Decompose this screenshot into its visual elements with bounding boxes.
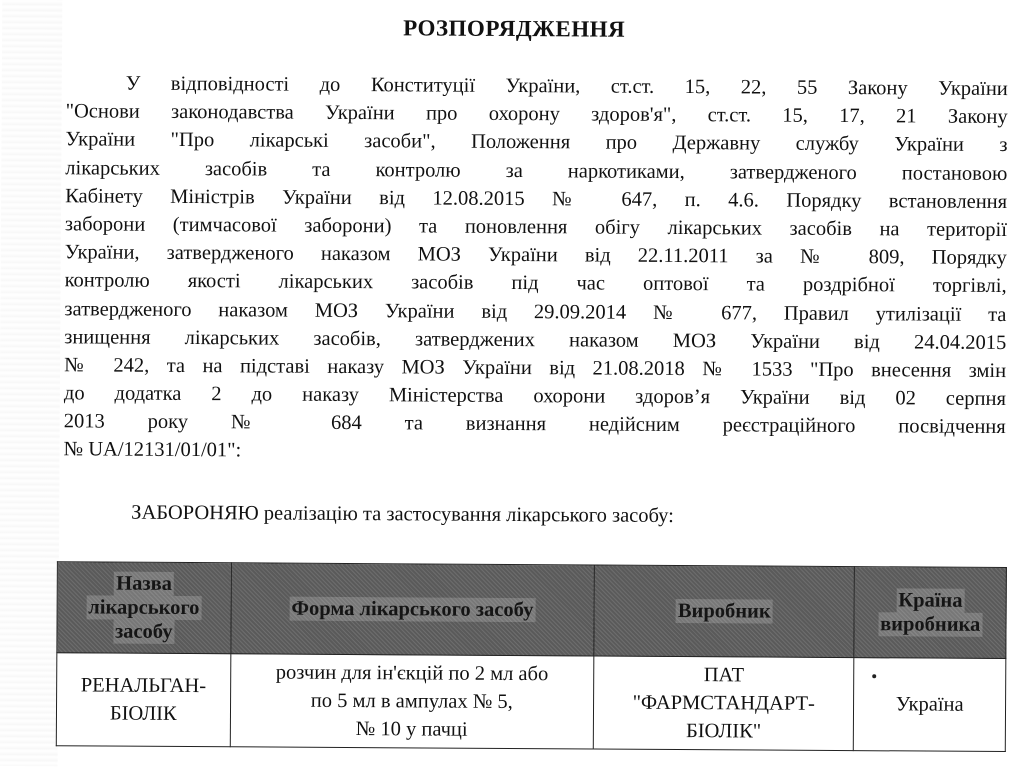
header-country [854,567,1006,659]
cell-drug-name [56,653,230,747]
header-manufacturer [594,565,855,658]
paragraph-line: Кабінету Міністрів України від 12.08.2015 № 647, п. 4.6. Порядку встановлення [65,185,1008,213]
cell-text: БІОЛІК [109,702,177,725]
document-title: РОЗПОРЯДЖЕННЯ [403,15,626,42]
cell-text: по 5 мл в ампулах № 5, [310,689,513,714]
cell-text: БІОЛІК" [685,720,762,743]
decree-statement: ЗАБОРОНЯЮ реалізацію та застосування лікарського засобу: [131,501,674,527]
header-text: виробника [878,612,982,637]
header-text: Форма лікарського засобу [289,597,535,623]
header-text: Назва [114,572,174,596]
paragraph-line: знищення лікарських засобів, затверджених наказом МОЗ України від 24.04.2015 [64,325,1007,354]
preamble-paragraph [64,69,1008,469]
paragraph-line: заборони (тимчасової заборони) та поновлення обігу лікарських засобів на території [64,213,1008,241]
cell-text: РЕНАЛЬГАН- [80,674,207,698]
cell-text: розчин для ін'єкцій по 2 мл або [275,661,549,686]
paragraph-line: до додатка 2 до наказу Міністерства охорони здоров’я України від 02 серпня [63,382,1006,411]
header-dosage-form [230,563,594,656]
paragraph-line: 2013 року № 684 та визнання недійсним реєстраційного посвідчення [63,410,1006,439]
cell-country [854,658,1006,752]
paragraph-line: У відповідності до Конституції України, ст.ст. 15, 22, 55 Закону України [125,72,1008,101]
cell-manufacturer [593,656,854,751]
table-header-row [57,562,1007,659]
header-text: засобу [113,620,175,644]
scan-noise [0,0,62,766]
header-text: лікарського [86,595,201,620]
header-drug-name [57,562,231,654]
cell-text: № 10 у пачці [355,718,468,741]
cell-text: ПАТ [703,664,745,687]
paragraph-line: лікарських засобів та контролю за наркотиками, затвердженого постановою [65,156,1008,185]
header-text: Країна [896,588,964,612]
paragraph-line: № 242, та на підставі наказу МОЗ України від 21.08.2018 № 1533 "Про внесення змін [64,354,1007,382]
paragraph-line: затвердженого наказом МОЗ України від 29.09.2014 № 677, Правил утилізації та [64,297,1007,326]
paragraph-line: України, затвердженого наказом МОЗ України від 22.11.2011 за № 809, Порядку [64,241,1007,270]
header-text: Виробник [676,599,773,624]
paragraph-line: України "Про лікарські засоби", Положення про Державну службу України з [65,128,1008,157]
cell-text: Україна [895,693,964,716]
cell-text: "ФАРМСТАНДАРТ- [632,691,815,715]
drug-table [56,561,1007,752]
table-row [56,653,1006,752]
paragraph-line: "Основи законодавства України про охорону здоров'я", ст.ст. 15, 17, 21 Закону [65,100,1008,129]
paragraph-line: контролю якості лікарських засобів під час оптової та роздрібної торгівлі, [64,269,1007,298]
paragraph-line: № UA/12131/01/01": [63,438,242,462]
ink-dot [872,674,876,678]
cell-dosage-form [230,654,594,749]
